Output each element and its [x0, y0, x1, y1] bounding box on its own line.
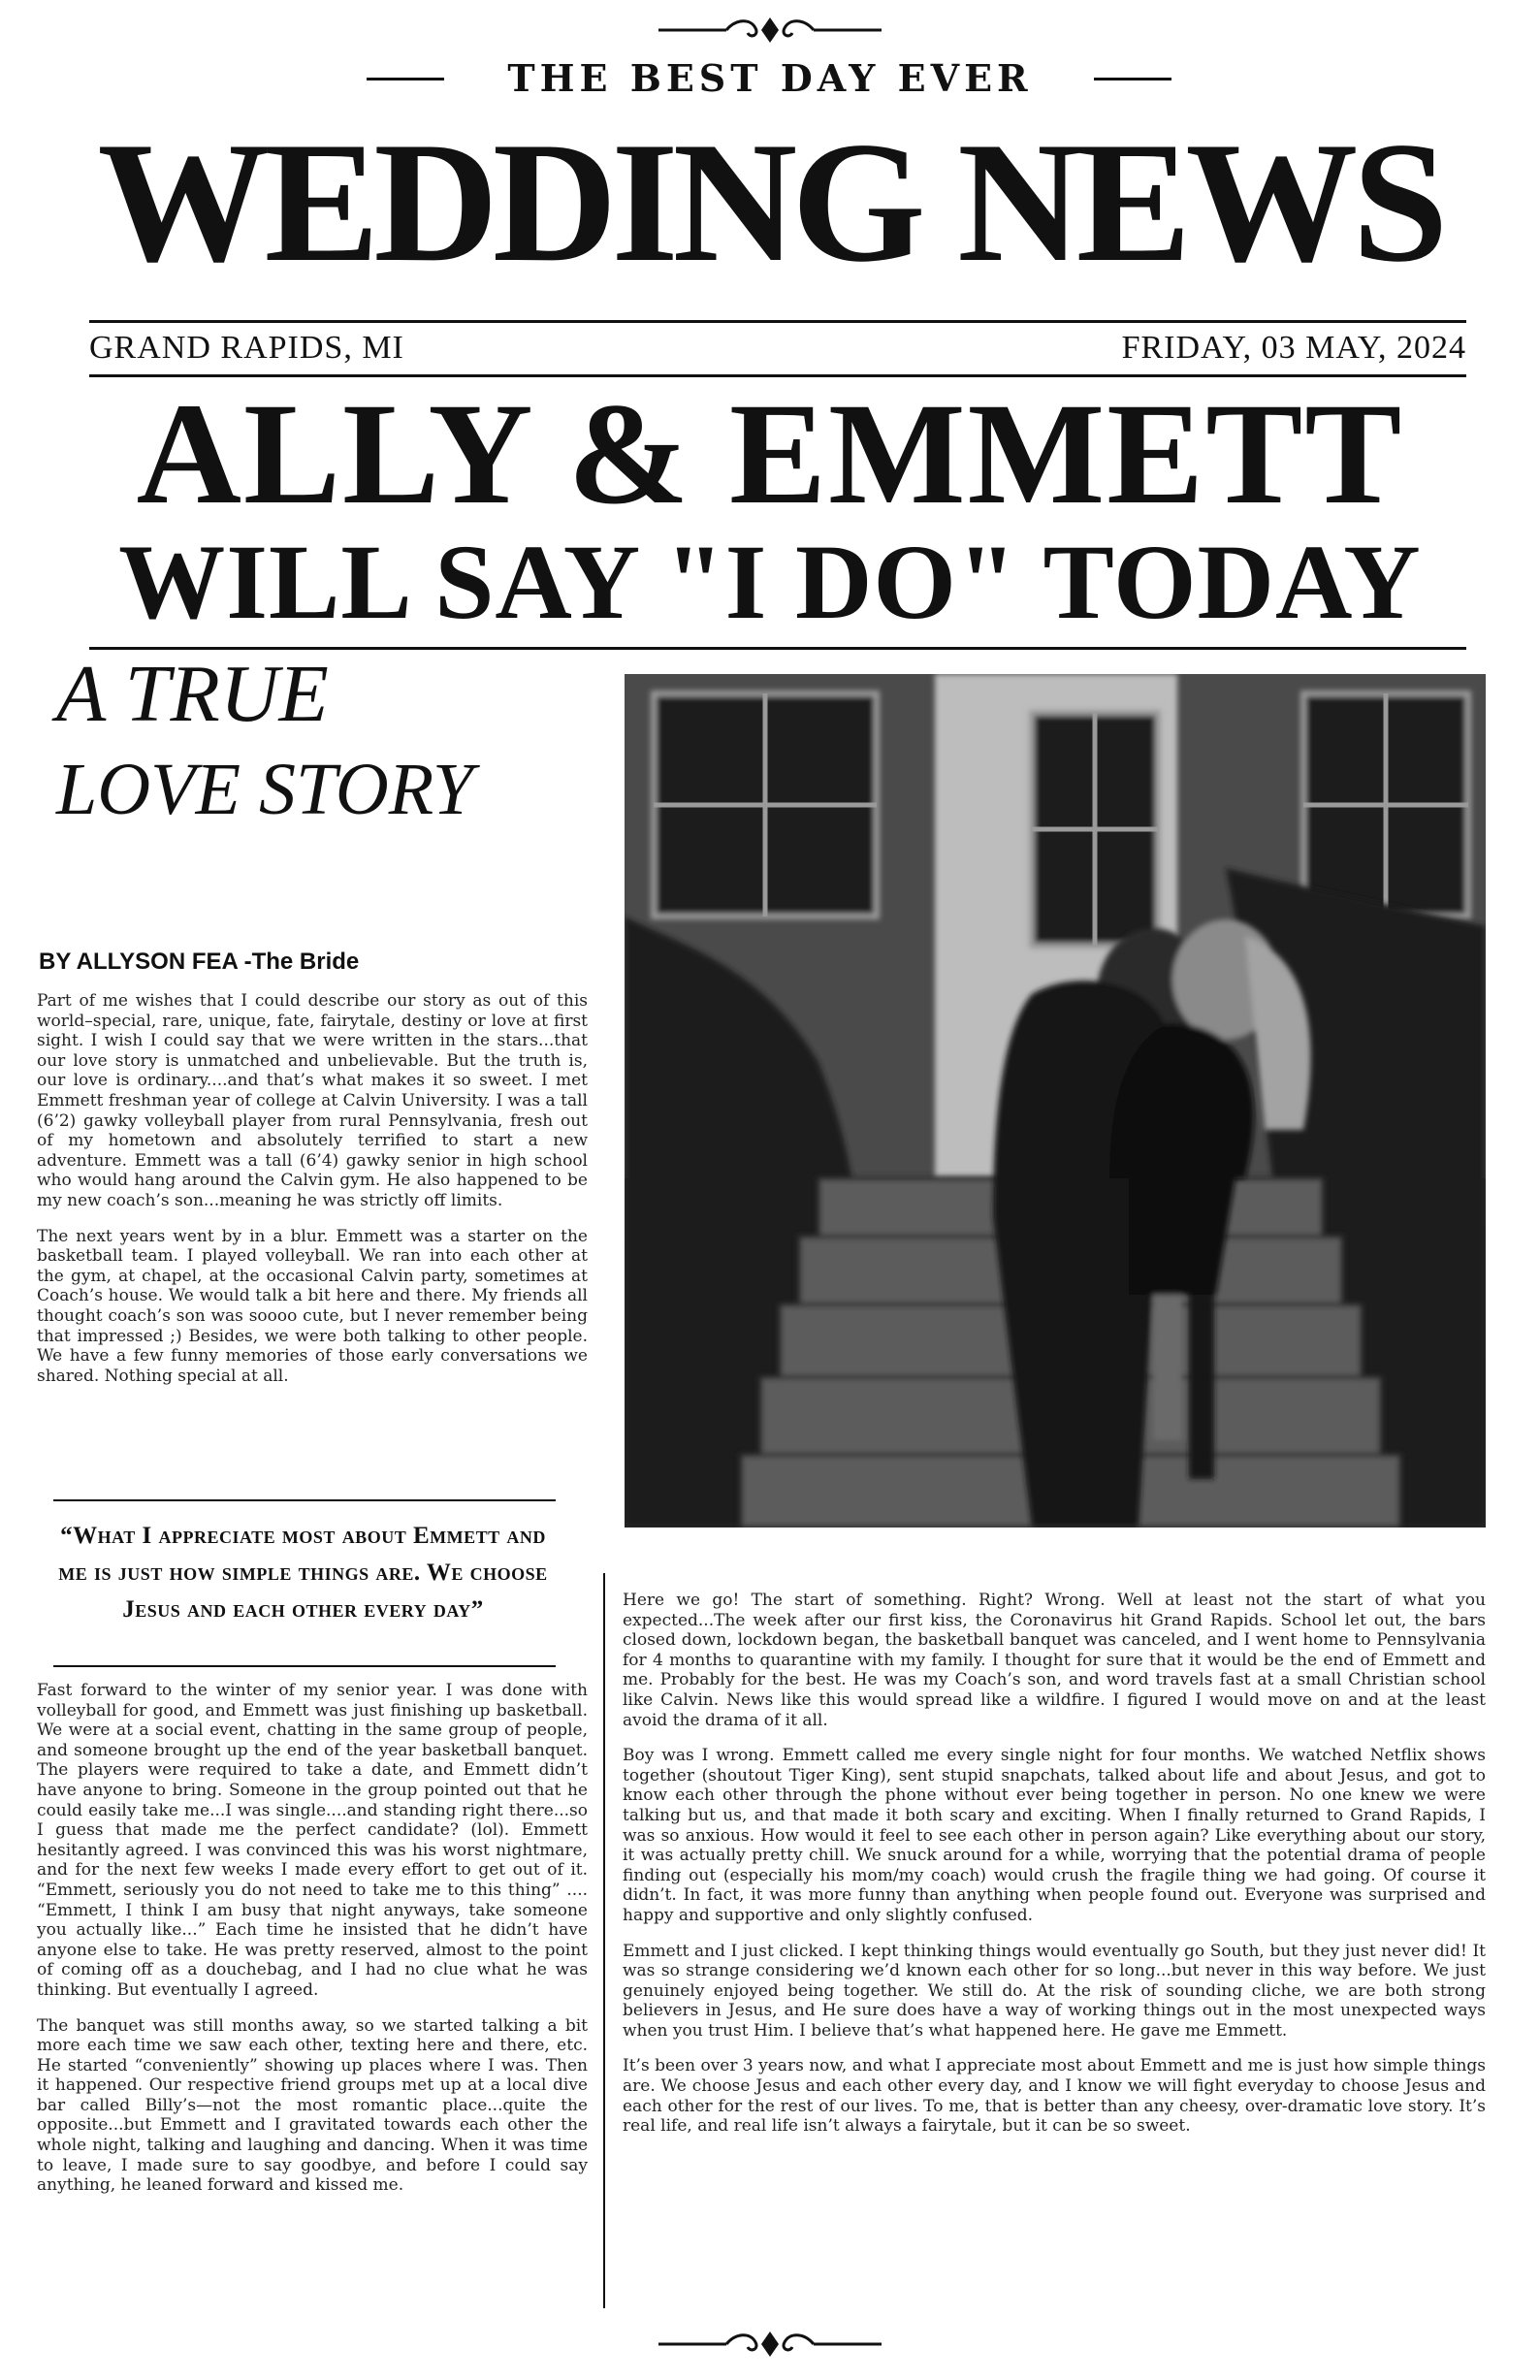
headline-names: ALLY & EMMETT [136, 373, 1404, 534]
couple-photo [625, 674, 1486, 1528]
kicker: THE BEST DAY EVER [507, 56, 1033, 100]
story-subhead [56, 650, 473, 834]
pull-quote-rule-top [53, 1499, 556, 1501]
paragraph: Fast forward to the winter of my senior year. I was done with volleyball for good, and Emmett was just finishing up basketball. We were at a social event, chatting in the same group of people, and someone brought up the end of the year basketball banquet. The players were required to take a date, and Emmett didn’t have anyone to bring. Someone in the group pointed out that he could easily take me...I was single....and standing right there...so I guess that made me the perfect candidate? (lol). Emmett hesitantly agreed. I was convinced this was his worst nightmare, and for the next few weeks I made every effort to get out of it. “Emmett, seriously you do not need to take me to this thing” .... “Emmett, I think I am busy that night anyways, take someone you actually like...” Each time he insisted that he didn’t have anyone else to take. He was pretty reserved, almost to the point of coming off as a douchebag, and I had no clue what he was thinking. But eventually I agreed. [37, 1681, 588, 2000]
subhead-line-1: A TRUE [56, 649, 329, 739]
paragraph: Part of me wishes that I could describe our story as out of this world–special, rare, unique, fate, fairytale, destiny or love at first sight. I wish I could say that we were written in the stars...that our love story is unmatched and unbelievable. But the truth is, our love is ordinary....and that’s what makes it so sweet. I met Emmett freshman year of college at Calvin University. I was a tall (6’2) gawky volleyball player from rural Pennsylvania, fresh out of my hometown and absolutely terrified to start a new adventure. Emmett was a tall (6’4) gawky senior in high school who would hang around the Calvin gym. He also happened to be my new coach’s son...meaning he was strictly off limits. [37, 991, 588, 1210]
paragraph: Emmett and I just clicked. I kept thinking things would eventually go South, but they just never did! It was so strange considering we’d known each other for so long...but never in this way before. We just genuinely enjoyed being together. We still do. At the risk of sounding cliche, we are both strong believers in Jesus, and He sure does have a way of working things out in the most unexpected ways when you trust Him. I believe that’s what happened here. He gave me Emmett. [623, 1941, 1486, 2041]
right-column [623, 1591, 1486, 2152]
paragraph: The next years went by in a blur. Emmett was a starter on the basketball team. I played volleyball. We ran into each other at the gym, at chapel, at the occasional Calvin party, sometimes at Coach’s house. We would talk a bit here and there. My friends all thought coach’s son was soooo cute, but I never remember being that impressed ;) Besides, we were both talking to other people. We have a few funny memories of those early conversations we shared. Nothing special at all. [37, 1226, 588, 1386]
paragraph: It’s been over 3 years now, and what I appreciate most about Emmett and me is just how simple things are. We choose Jesus and each other every day, and I know we will fight everyday to choose Jesus and each other for the rest of our lives. To me, that is better than any cheesy, over-dramatic love story. It’s real life, and real life isn’t always a fairytale, but it can be so sweet. [623, 2056, 1486, 2137]
kicker-rule-right [1094, 78, 1171, 80]
left-column-top [37, 991, 588, 1401]
pull-quote-rule-bottom [53, 1665, 556, 1667]
masthead-title: WEDDING NEWS [97, 106, 1443, 298]
left-column-bottom [37, 1681, 588, 2211]
paragraph: The banquet was still months away, so we started talking a bit more each time we saw each other, texting here and there, etc. He started “conveniently” showing up places where I was. Then it happened. Our respective friend groups met up at a local dive bar called Billy’s—not the most romantic place...quite the opposite...but Emmett and I gravitated towards each other the whole night, talking and laughing and dancing. When it was time to leave, I made sure to say goodbye, and before I could say anything, he leaned forward and kissed me. [37, 2015, 588, 2196]
flourish-ornament-icon [658, 2328, 882, 2361]
subhead-line-2: LOVE STORY [56, 749, 474, 830]
headline-announcement: WILL SAY "I DO" TODAY [118, 523, 1422, 641]
flourish-ornament-icon [658, 14, 882, 47]
location: GRAND RAPIDS, MI [89, 330, 404, 366]
pull-quote: “What I appreciate most about Emmett and me is just how simple things are. We choose Jesus and each other every day” [58, 1523, 548, 1623]
paragraph: Here we go! The start of something. Right? Wrong. Well at least not the start of what you expected...The week after our first kiss, the Coronavirus hit Grand Rapids. School let out, the bars closed down, lockdown began, the basketball banquet was canceled, and I went home to Pennsylvania for 4 months to quarantine with my family. I thought for sure that it would be the end of Emmett and me. Probably for the best. He was my Coach’s son, and word travels fast at a small Christian school like Calvin. News like this would spread like a wildfire. I figured I would move on and at the least avoid the drama of it all. [623, 1591, 1486, 1730]
issue-date: FRIDAY, 03 MAY, 2024 [1121, 330, 1466, 366]
byline: BY ALLYSON FEA -The Bride [39, 949, 360, 975]
masthead-rule-top [89, 320, 1466, 323]
paragraph: Boy was I wrong. Emmett called me every single night for four months. We watched Netflix shows together (shoutout Tiger King), sent stupid snapchats, talked about life and about Jesus, and got to know each other through the phone without ever being together in person. No one knew we were talking but us, and that made it both scary and exciting. When I finally returned to Grand Rapids, I was so anxious. How would it feel to see each other in person again? Like everything about our story, it was actually pretty chill. We snuck around for a while, worrying that the potential drama of people finding out (especially his mom/my coach) would crush the fragile thing we had going. Of course it didn’t. In fact, it was more funny than anything when people found out. Everyone was surprised and happy and supportive and only slightly confused. [623, 1746, 1486, 1925]
column-divider [603, 1573, 605, 2308]
